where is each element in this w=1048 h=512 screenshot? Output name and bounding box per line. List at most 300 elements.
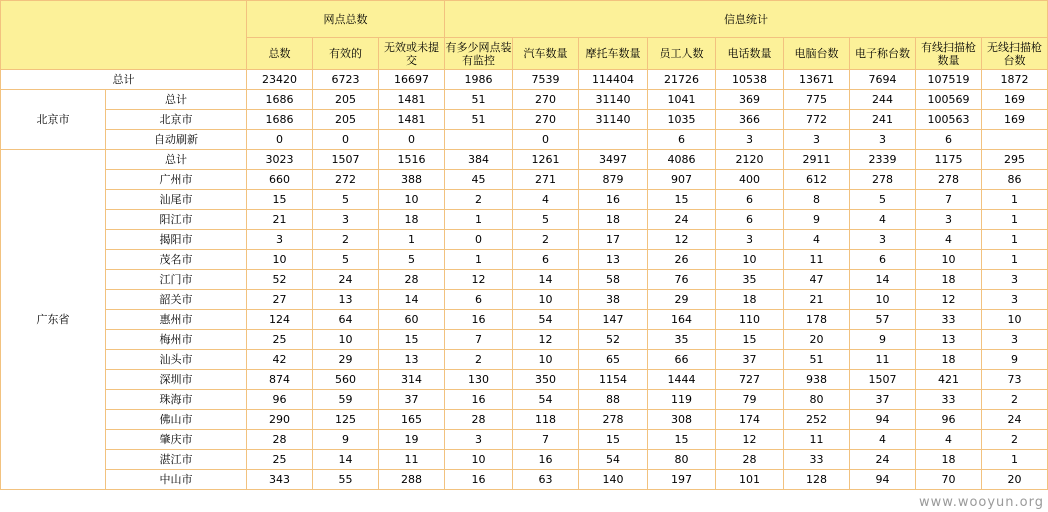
table-cell: 1154 — [579, 370, 648, 390]
row-label: 自动刷新 — [106, 130, 247, 150]
table-cell: 169 — [982, 110, 1048, 130]
table-cell: 80 — [648, 450, 716, 470]
table-cell: 1986 — [445, 70, 513, 90]
table-cell: 130 — [445, 370, 513, 390]
row-label: 广州市 — [106, 170, 247, 190]
table-cell: 16 — [445, 310, 513, 330]
table-cell: 66 — [648, 350, 716, 370]
table-cell: 308 — [648, 410, 716, 430]
table-cell: 6723 — [313, 70, 379, 90]
table-cell: 2911 — [784, 150, 850, 170]
table-cell: 421 — [916, 370, 982, 390]
table-cell: 10 — [247, 250, 313, 270]
table-cell: 38 — [579, 290, 648, 310]
table-cell: 13 — [379, 350, 445, 370]
table-cell: 4086 — [648, 150, 716, 170]
table-cell: 13671 — [784, 70, 850, 90]
table-cell: 52 — [579, 330, 648, 350]
table-cell: 369 — [716, 90, 784, 110]
table-cell: 12 — [513, 330, 579, 350]
table-row — [1, 430, 1048, 450]
table-cell: 29 — [313, 350, 379, 370]
table-cell: 205 — [313, 90, 379, 110]
table-cell: 5 — [513, 210, 579, 230]
table-cell: 4 — [784, 230, 850, 250]
table-cell: 0 — [513, 130, 579, 150]
table-cell: 3023 — [247, 150, 313, 170]
province-cell: 广东省 — [1, 150, 106, 490]
column-header: 摩托车数量 — [579, 38, 648, 70]
table-cell: 197 — [648, 470, 716, 490]
table-cell: 59 — [313, 390, 379, 410]
table-cell: 54 — [513, 390, 579, 410]
table-cell: 169 — [982, 90, 1048, 110]
table-cell: 400 — [716, 170, 784, 190]
table-cell: 33 — [784, 450, 850, 470]
row-label: 揭阳市 — [106, 230, 247, 250]
table-row — [1, 210, 1048, 230]
table-cell: 1 — [982, 450, 1048, 470]
table-cell: 24 — [648, 210, 716, 230]
table-cell: 28 — [716, 450, 784, 470]
table-row — [1, 90, 1048, 110]
table-cell: 26 — [648, 250, 716, 270]
table-cell: 45 — [445, 170, 513, 190]
table-cell: 15 — [648, 190, 716, 210]
table-cell: 1516 — [379, 150, 445, 170]
column-header: 有线扫描枪数量 — [916, 38, 982, 70]
table-cell: 96 — [247, 390, 313, 410]
table-cell: 4 — [916, 230, 982, 250]
row-label: 总计 — [106, 150, 247, 170]
table-cell: 164 — [648, 310, 716, 330]
province-cell: 北京市 — [1, 90, 106, 150]
table-cell: 10 — [513, 350, 579, 370]
table-cell: 15 — [648, 430, 716, 450]
table-cell: 271 — [513, 170, 579, 190]
row-label: 阳江市 — [106, 210, 247, 230]
table-cell: 7694 — [850, 70, 916, 90]
table-cell: 295 — [982, 150, 1048, 170]
table-cell: 9 — [313, 430, 379, 450]
table-cell: 772 — [784, 110, 850, 130]
table-cell: 140 — [579, 470, 648, 490]
table-cell: 1 — [982, 190, 1048, 210]
table-cell: 3 — [916, 210, 982, 230]
table-cell: 18 — [716, 290, 784, 310]
table-cell: 10 — [916, 250, 982, 270]
table-row — [1, 310, 1048, 330]
table-row — [1, 230, 1048, 250]
table-cell: 2 — [313, 230, 379, 250]
table-cell: 2339 — [850, 150, 916, 170]
table-cell: 16 — [445, 470, 513, 490]
table-cell: 1041 — [648, 90, 716, 110]
table-cell: 17 — [579, 230, 648, 250]
table-cell: 4 — [916, 430, 982, 450]
table-cell: 3 — [850, 130, 916, 150]
table-cell: 15 — [716, 330, 784, 350]
table-cell: 1175 — [916, 150, 982, 170]
table-cell: 10 — [850, 290, 916, 310]
table-cell: 6 — [716, 210, 784, 230]
table-cell: 366 — [716, 110, 784, 130]
table-cell: 114404 — [579, 70, 648, 90]
table-cell: 96 — [916, 410, 982, 430]
table-cell: 252 — [784, 410, 850, 430]
table-cell: 65 — [579, 350, 648, 370]
table-cell: 18 — [579, 210, 648, 230]
table-cell: 879 — [579, 170, 648, 190]
table-cell: 874 — [247, 370, 313, 390]
table-cell: 37 — [716, 350, 784, 370]
table-cell: 73 — [982, 370, 1048, 390]
table-cell — [982, 130, 1048, 150]
table-cell: 2 — [445, 190, 513, 210]
table-cell: 3 — [247, 230, 313, 250]
table-cell: 51 — [445, 90, 513, 110]
table-row — [1, 390, 1048, 410]
row-label: 总计 — [106, 90, 247, 110]
table-cell: 244 — [850, 90, 916, 110]
table-cell: 10 — [716, 250, 784, 270]
table-cell: 12 — [648, 230, 716, 250]
watermark: www.wooyun.org — [918, 495, 1044, 510]
table-cell: 2 — [982, 430, 1048, 450]
table-cell: 23420 — [247, 70, 313, 90]
table-cell: 28 — [445, 410, 513, 430]
table-cell: 1507 — [850, 370, 916, 390]
table-cell: 15 — [579, 430, 648, 450]
row-label: 北京市 — [106, 110, 247, 130]
table-row — [1, 330, 1048, 350]
table-cell: 612 — [784, 170, 850, 190]
table-cell: 100569 — [916, 90, 982, 110]
table-cell: 86 — [982, 170, 1048, 190]
column-header: 无线扫描枪台数 — [982, 38, 1048, 70]
table-cell: 7539 — [513, 70, 579, 90]
table-cell: 3497 — [579, 150, 648, 170]
table-cell: 1872 — [982, 70, 1048, 90]
row-label: 江门市 — [106, 270, 247, 290]
table-cell: 13 — [579, 250, 648, 270]
table-cell: 14 — [850, 270, 916, 290]
table-row — [1, 250, 1048, 270]
table-cell: 1 — [982, 210, 1048, 230]
table-cell: 16697 — [379, 70, 445, 90]
table-cell: 5 — [313, 190, 379, 210]
table-cell: 3 — [313, 210, 379, 230]
table-cell: 31140 — [579, 90, 648, 110]
table-cell: 125 — [313, 410, 379, 430]
table-cell: 21726 — [648, 70, 716, 90]
table-row — [1, 270, 1048, 290]
table-cell: 727 — [716, 370, 784, 390]
table-cell: 28 — [379, 270, 445, 290]
table-row — [1, 470, 1048, 490]
table-cell: 24 — [313, 270, 379, 290]
table-cell: 7 — [916, 190, 982, 210]
table-cell: 288 — [379, 470, 445, 490]
table-cell: 3 — [982, 270, 1048, 290]
table-cell: 15 — [379, 330, 445, 350]
table-cell: 5 — [313, 250, 379, 270]
table-cell: 270 — [513, 110, 579, 130]
table-cell: 1 — [379, 230, 445, 250]
table-cell: 272 — [313, 170, 379, 190]
table-cell: 4 — [850, 210, 916, 230]
table-cell: 5 — [850, 190, 916, 210]
table-cell: 1481 — [379, 110, 445, 130]
table-cell: 660 — [247, 170, 313, 190]
table-cell: 51 — [784, 350, 850, 370]
table-cell: 1 — [445, 250, 513, 270]
table-cell: 14 — [379, 290, 445, 310]
table-row — [1, 410, 1048, 430]
table-cell: 9 — [982, 350, 1048, 370]
table-cell: 54 — [579, 450, 648, 470]
table-cell: 1 — [982, 230, 1048, 250]
table-cell: 3 — [850, 230, 916, 250]
table-cell: 20 — [784, 330, 850, 350]
table-cell: 205 — [313, 110, 379, 130]
table-cell: 20 — [982, 470, 1048, 490]
table-cell: 3 — [445, 430, 513, 450]
table-cell: 6 — [648, 130, 716, 150]
table-cell: 33 — [916, 390, 982, 410]
header-group-info: 信息统计 — [445, 1, 1048, 38]
table-cell: 10 — [513, 290, 579, 310]
table-cell: 51 — [445, 110, 513, 130]
table-cell: 6 — [916, 130, 982, 150]
table-cell: 907 — [648, 170, 716, 190]
table-cell: 6 — [445, 290, 513, 310]
table-cell: 938 — [784, 370, 850, 390]
table-cell: 1481 — [379, 90, 445, 110]
table-cell: 278 — [579, 410, 648, 430]
table-cell: 18 — [916, 270, 982, 290]
table-cell: 278 — [850, 170, 916, 190]
table-cell: 124 — [247, 310, 313, 330]
table-cell: 388 — [379, 170, 445, 190]
table-cell: 278 — [916, 170, 982, 190]
table-cell: 37 — [850, 390, 916, 410]
table-cell: 35 — [716, 270, 784, 290]
table-cell: 94 — [850, 410, 916, 430]
table-cell: 16 — [579, 190, 648, 210]
table-cell: 12 — [716, 430, 784, 450]
table-row — [1, 190, 1048, 210]
row-label: 中山市 — [106, 470, 247, 490]
table-cell: 350 — [513, 370, 579, 390]
row-label: 韶关市 — [106, 290, 247, 310]
column-header: 汽车数量 — [513, 38, 579, 70]
table-cell: 80 — [784, 390, 850, 410]
table-cell: 18 — [379, 210, 445, 230]
table-cell: 70 — [916, 470, 982, 490]
table-cell: 13 — [916, 330, 982, 350]
table-cell: 1686 — [247, 110, 313, 130]
table-cell: 25 — [247, 450, 313, 470]
table-cell: 107519 — [916, 70, 982, 90]
table-cell: 2 — [513, 230, 579, 250]
table-cell: 47 — [784, 270, 850, 290]
table-row — [1, 290, 1048, 310]
table-cell: 3 — [982, 290, 1048, 310]
table-cell: 76 — [648, 270, 716, 290]
table-cell: 19 — [379, 430, 445, 450]
column-header: 有多少网点装有监控 — [445, 38, 513, 70]
table-cell: 24 — [850, 450, 916, 470]
table-cell: 52 — [247, 270, 313, 290]
table-cell: 11 — [784, 250, 850, 270]
row-label: 湛江市 — [106, 450, 247, 470]
table-cell: 290 — [247, 410, 313, 430]
table-cell: 110 — [716, 310, 784, 330]
table-cell: 101 — [716, 470, 784, 490]
table-row — [1, 170, 1048, 190]
table-cell: 775 — [784, 90, 850, 110]
table-row — [1, 150, 1048, 170]
table-cell: 60 — [379, 310, 445, 330]
table-row — [1, 130, 1048, 150]
column-header: 电脑台数 — [784, 38, 850, 70]
table-cell: 54 — [513, 310, 579, 330]
table-cell: 118 — [513, 410, 579, 430]
table-cell: 2 — [982, 390, 1048, 410]
table-cell: 63 — [513, 470, 579, 490]
row-label: 惠州市 — [106, 310, 247, 330]
header-corner — [1, 1, 247, 70]
row-label: 佛山市 — [106, 410, 247, 430]
table-cell: 16 — [445, 390, 513, 410]
table-cell: 7 — [513, 430, 579, 450]
table-cell: 128 — [784, 470, 850, 490]
table-cell: 6 — [513, 250, 579, 270]
column-header: 电话数量 — [716, 38, 784, 70]
table-cell: 1261 — [513, 150, 579, 170]
table-cell: 3 — [982, 330, 1048, 350]
table-cell: 10 — [982, 310, 1048, 330]
table-cell: 15 — [247, 190, 313, 210]
table-cell: 178 — [784, 310, 850, 330]
table-cell: 37 — [379, 390, 445, 410]
table-cell: 11 — [850, 350, 916, 370]
table-row — [1, 110, 1048, 130]
table-cell: 10 — [445, 450, 513, 470]
table-cell: 88 — [579, 390, 648, 410]
row-label: 肇庆市 — [106, 430, 247, 450]
table-cell: 1035 — [648, 110, 716, 130]
grand-total-row — [1, 70, 1048, 90]
table-cell: 12 — [445, 270, 513, 290]
row-label: 汕头市 — [106, 350, 247, 370]
table-cell: 10 — [313, 330, 379, 350]
table-cell: 270 — [513, 90, 579, 110]
table-cell: 2120 — [716, 150, 784, 170]
table-cell: 21 — [784, 290, 850, 310]
table-cell: 21 — [247, 210, 313, 230]
table-cell: 14 — [513, 270, 579, 290]
table-cell: 314 — [379, 370, 445, 390]
table-cell: 18 — [916, 350, 982, 370]
column-header: 无效或未提交 — [379, 38, 445, 70]
table-cell: 16 — [513, 450, 579, 470]
table-cell: 94 — [850, 470, 916, 490]
table-row — [1, 350, 1048, 370]
header-group-network: 网点总数 — [247, 1, 445, 38]
row-label: 梅州市 — [106, 330, 247, 350]
table-cell: 3 — [716, 230, 784, 250]
table-cell: 7 — [445, 330, 513, 350]
row-label: 深圳市 — [106, 370, 247, 390]
table-cell: 28 — [247, 430, 313, 450]
table-cell: 27 — [247, 290, 313, 310]
table-cell: 1686 — [247, 90, 313, 110]
table-cell: 35 — [648, 330, 716, 350]
table-cell: 13 — [313, 290, 379, 310]
table-cell: 100563 — [916, 110, 982, 130]
table-cell — [579, 130, 648, 150]
row-label: 茂名市 — [106, 250, 247, 270]
table-cell: 4 — [850, 430, 916, 450]
table-cell: 31140 — [579, 110, 648, 130]
table-cell: 57 — [850, 310, 916, 330]
table-cell: 1444 — [648, 370, 716, 390]
table-cell: 147 — [579, 310, 648, 330]
table-cell: 0 — [379, 130, 445, 150]
table-cell: 384 — [445, 150, 513, 170]
table-cell: 174 — [716, 410, 784, 430]
table-row — [1, 370, 1048, 390]
table-cell: 1 — [445, 210, 513, 230]
table-cell: 42 — [247, 350, 313, 370]
table-cell: 11 — [379, 450, 445, 470]
table-cell: 1507 — [313, 150, 379, 170]
table-cell: 0 — [247, 130, 313, 150]
table-cell: 12 — [916, 290, 982, 310]
table-cell: 0 — [445, 230, 513, 250]
table-cell: 9 — [850, 330, 916, 350]
column-header: 员工人数 — [648, 38, 716, 70]
table-cell — [445, 130, 513, 150]
table-cell: 64 — [313, 310, 379, 330]
table-cell: 4 — [513, 190, 579, 210]
table-cell: 25 — [247, 330, 313, 350]
table-cell: 241 — [850, 110, 916, 130]
column-header: 有效的 — [313, 38, 379, 70]
table-cell: 8 — [784, 190, 850, 210]
table-cell: 165 — [379, 410, 445, 430]
table-cell: 58 — [579, 270, 648, 290]
table-cell: 6 — [850, 250, 916, 270]
table-cell: 119 — [648, 390, 716, 410]
table-cell: 24 — [982, 410, 1048, 430]
table-cell: 10 — [379, 190, 445, 210]
table-cell: 6 — [716, 190, 784, 210]
table-cell: 29 — [648, 290, 716, 310]
table-cell: 79 — [716, 390, 784, 410]
table-cell: 3 — [716, 130, 784, 150]
row-label: 总计 — [1, 70, 247, 90]
table-cell: 560 — [313, 370, 379, 390]
table-cell: 10538 — [716, 70, 784, 90]
table-row — [1, 450, 1048, 470]
table-cell: 18 — [916, 450, 982, 470]
column-header: 电子称台数 — [850, 38, 916, 70]
table-cell: 2 — [445, 350, 513, 370]
column-header: 总数 — [247, 38, 313, 70]
